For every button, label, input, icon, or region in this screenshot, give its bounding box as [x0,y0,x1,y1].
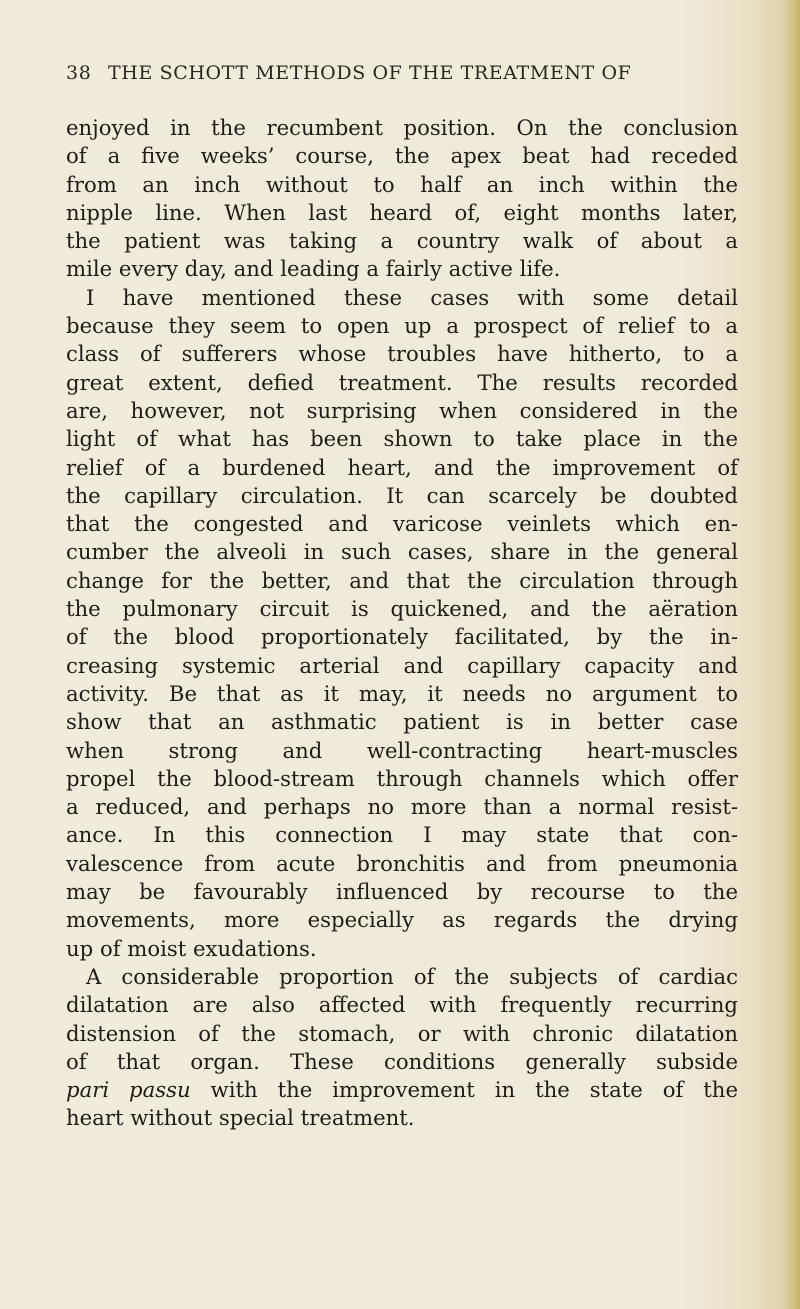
text-line: of that organ. These conditions generally subside [66,1048,738,1074]
text-line: nipple line. When last heard of, eight months later, [66,199,738,225]
text-line: relief of a burdened heart, and the improvement of [66,454,738,480]
text-line: class of sufferers whose troubles have hitherto, to a [66,341,738,367]
text-line: are, however, not surprising when considered in the [66,397,738,423]
text-line: dilatation are also affected with frequently recurring [66,992,738,1018]
text-line: change for the better, and that the circulation through [66,567,738,593]
text-line: the pulmonary circuit is quickened, and the aëration [66,596,738,622]
text-line: up of moist exudations. [66,935,317,961]
text-line: of a five weeks’ course, the apex beat had receded [66,143,738,169]
text-line: light of what has been shown to take place in the [66,426,738,452]
text-line: heart without special treatment. [66,1105,415,1131]
text-line: of the blood proportionately facilitated, by the in- [66,624,738,650]
text-line: enjoyed in the recumbent position. On the conclusion [66,115,738,140]
text-line: that the congested and varicose veinlets which en- [66,511,738,537]
text-line: may be favourably influenced by recourse to the [66,879,738,905]
page-edge-shading [782,0,800,1309]
text-line: movements, more especially as regards the drying [66,907,738,933]
text-line: mile every day, and leading a fairly active life. [66,256,561,282]
text-line: I have mentioned these cases with some detail [86,284,738,310]
page-number: 38 [66,62,92,84]
text-fragment: with the improvement in the state of the [190,1077,738,1103]
text-line: a reduced, and perhaps no more than a normal resist- [66,794,738,820]
text-line: propel the blood-stream through channels which offer [66,765,738,791]
text-line: because they seem to open up a prospect of relief to a [66,313,738,339]
text-line: cumber the alveoli in such cases, share in the general [66,539,738,565]
text-line: when strong and well-contracting heart-muscles [66,737,738,763]
text-line: A considerable proportion of the subjects of cardiac [86,963,738,989]
italic-phrase: pari passu [66,1077,191,1103]
text-line: the patient was taking a country walk of about a [66,228,738,254]
text-line: activity. Be that as it may, it needs no argument to [66,680,738,706]
running-title: THE SCHOTT METHODS OF THE TREATMENT OF [108,62,632,84]
text-line: the capillary circulation. It can scarcely be doubted [66,482,738,508]
body-text [66,114,738,1133]
text-line: from an inch without to half an inch within the [66,171,738,197]
text-line: ance. In this connection I may state that con- [66,822,738,848]
text-line: show that an asthmatic patient is in better case [66,709,738,735]
text-line: creasing systemic arterial and capillary capacity and [66,652,738,678]
text-line: valescence from acute bronchitis and from pneumonia [66,850,738,876]
text-line: distension of the stomach, or with chronic dilatation [66,1020,738,1046]
text-line [66,1076,738,1104]
running-head [66,62,746,84]
text-line: great extent, defied treatment. The results recorded [66,369,738,395]
